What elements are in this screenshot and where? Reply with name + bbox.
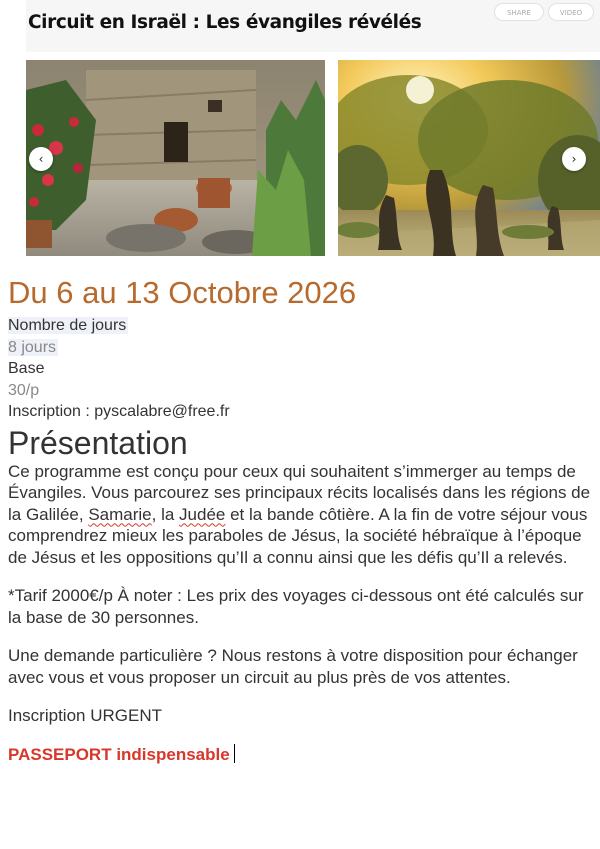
trip-dates: Du 6 au 13 Octobre 2026 xyxy=(8,275,357,310)
passport-required-note[interactable] xyxy=(8,744,593,766)
presentation-title: Présentation xyxy=(8,424,188,461)
share-button[interactable]: SHARE xyxy=(494,3,544,21)
days-value: 8 jours xyxy=(8,338,57,356)
presentation-paragraph[interactable]: Ce programme est conçu pour ceux qui souhaitent s’immerger au temps de Évangiles. Vous parcourez ses principaux récits localisés dans les régions de la Galilée, Samarie, la Judée et la bande côtière. A la fin de votre séjour vous comprendrez mieux les paraboles de Jésus, la société hébraïque à l’époque de Jésus et les oppositions qu’Il a connu ainsi que les défis qu’Il a relevés. xyxy=(8,461,591,567)
days-label: Nombre de jours xyxy=(8,317,127,334)
gallery-image-garden-tomb[interactable] xyxy=(26,60,325,256)
chevron-right-icon[interactable]: › xyxy=(562,147,586,171)
pricing-note[interactable]: *Tarif 2000€/p À noter : Les prix des voyages ci-dessous ont été calculés sur la base de 30 personnes. xyxy=(8,586,584,627)
inscription-contact: Inscription : pyscalabre@free.fr xyxy=(8,403,230,420)
special-request-note[interactable]: Une demande particulière ? Nous restons à votre disposition pour échanger avec vous et vous proposer un circuit au plus près de vos attentes. xyxy=(8,646,578,687)
base-value: 30/p xyxy=(8,381,40,399)
text-cursor xyxy=(234,744,235,763)
video-button[interactable]: VIDEO xyxy=(548,3,594,21)
page-title: Circuit en Israël : Les évangiles révélés xyxy=(28,12,422,33)
image-gallery xyxy=(26,60,600,256)
urgent-registration-note[interactable]: Inscription URGENT xyxy=(8,706,162,725)
trip-content xyxy=(8,274,593,766)
chevron-left-icon[interactable]: ‹ xyxy=(29,147,53,171)
spellcheck-word-judee[interactable]: Judée xyxy=(179,504,226,524)
gallery-image-olive-garden[interactable] xyxy=(338,60,600,256)
spellcheck-word-samarie[interactable]: Samarie xyxy=(88,504,152,524)
passport-required-text: PASSEPORT indispensable xyxy=(8,744,230,764)
base-label: Base xyxy=(8,360,45,377)
trip-info xyxy=(8,315,593,423)
